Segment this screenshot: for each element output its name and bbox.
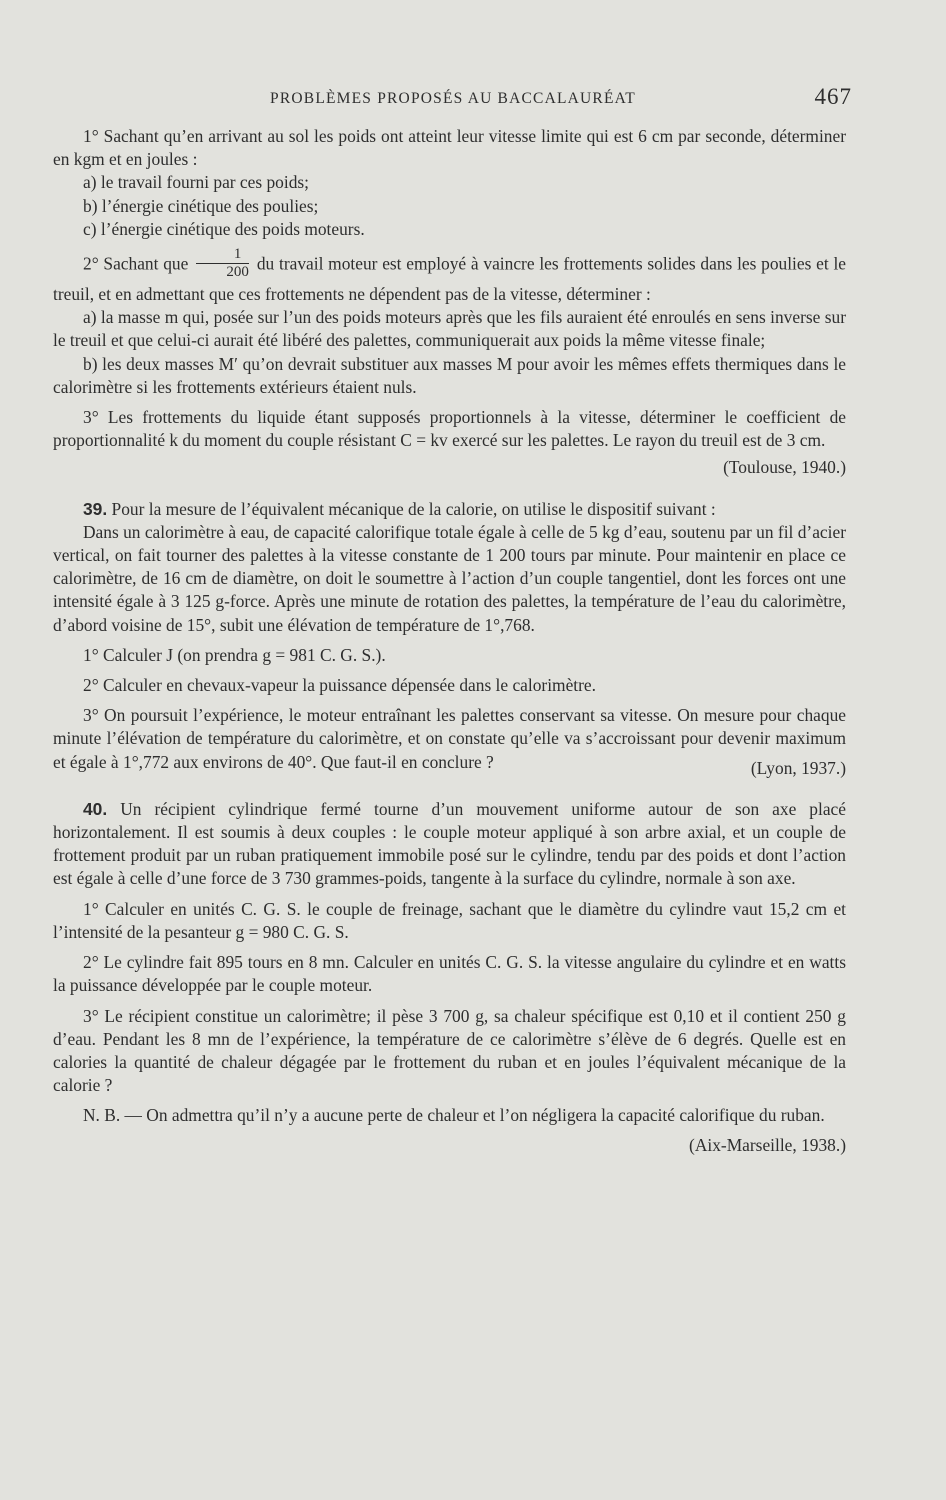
- problem-40-intro-text: Un récipient cylindrique fermé tourne d’un mouvement uniforme autour de son axe placé horizontalement. Il est soumis à deux couples : le couple moteur appliqué à son arbre axial, et un couple de frottement produit par un ruban pratiquement immobile posé sur le cylindre, tendu par des poids et dont l’action est égale à celle d’une force de 3 730 grammes-poids, tangente à la surface du cylindre, normale à son axe.: [53, 798, 846, 889]
- question-2-b: b) les deux masses M′ qu’on devrait substituer aux masses M pour avoir les mêmes effets thermiques dans le calorimètre si les frottements extérieurs étaient nuls.: [53, 353, 846, 397]
- problem-39-q1: 1° Calculer J (on prendra g = 981 C. G. S.).: [83, 644, 386, 665]
- question-2-rest: du travail moteur est employé à vaincre les frottements solides dans les poulies et le treuil, et en admettant que ces frottements ne dépendent pas de la vitesse, déterminer :: [53, 253, 846, 305]
- problem-40-note-text: N. B. — On admettra qu’il n’y a aucune perte de chaleur et l’on négligera la capacité calorifique du ruban.: [83, 1105, 825, 1126]
- problem-40-q1: 1° Calculer en unités C. G. S. le couple de freinage, sachant que le diamètre du cylindre vaut 15,2 cm et l’intensité de la pesanteur g = 980 C. G. S.: [53, 898, 846, 942]
- fraction-numerator: 1: [196, 246, 249, 264]
- question-2-start: 2° Sachant que: [83, 253, 189, 274]
- source-citation: (Toulouse, 1940.): [723, 457, 846, 478]
- problem-40-q2: 2° Le cylindre fait 895 tours en 8 mn. Calculer en unités C. G. S. la vitesse angulaire du cylindre et en watts la puissance développée par le couple moteur.: [53, 952, 846, 996]
- page-number: 467: [814, 84, 852, 109]
- question-1-a: a) le travail fourni par ces poids;: [83, 172, 309, 193]
- problem-number: 39.: [83, 498, 108, 519]
- running-title: PROBLÈMES PROPOSÉS AU BACCALAURÉAT: [270, 90, 636, 107]
- problem-number: 40.: [83, 798, 108, 819]
- fraction: [196, 246, 249, 281]
- fraction-denominator: 200: [226, 264, 249, 281]
- question-3: 3° Les frottements du liquide étant supposés proportionnels à la vitesse, déterminer le coefficient de proportionnalité k du moment du couple résistant C = kv exercé sur les palettes. Le rayon du treuil est de 3 cm.: [53, 407, 846, 451]
- problem-39-intro-text: Pour la mesure de l’équivalent mécanique de la calorie, on utilise le dispositif suivant :: [111, 498, 716, 519]
- question-2-a: a) la masse m qui, posée sur l’un des poids moteurs après que les fils auraient été enroulés en sens inverse sur le treuil et que celui-ci aurait été libéré des palettes, communiquerait aux poids la même vitesse finale;: [53, 307, 846, 351]
- problem-39-q3-text: 3° On poursuit l’expérience, le moteur entraînant les palettes conservant sa vitesse. On mesure pour chaque minute l’élévation de température du calorimètre, et on constate qu’elle va s’accroissant pour devenir maximum et égale à 1°,772 aux environs de 40°. Que faut-il en conclure ?: [53, 705, 846, 772]
- problem-39-q2: 2° Calculer en chevaux-vapeur la puissance dépensée dans le calorimètre.: [83, 675, 596, 696]
- problem-39-body: Dans un calorimètre à eau, de capacité calorifique totale égale à celle de 5 kg d’eau, soutenu par un fil d’acier vertical, on fait tourner des palettes à la vitesse constante de 1 200 tours par minute. Pour maintenir en place ce calorimètre, de 16 cm de diamètre, on doit le soumettre à l’action d’un couple tangentiel, dont les forces ont une intensité égale à 3 125 g-force. Après une minute de rotation des palettes, la température de l’eau du calorimètre, d’abord voisine de 15°, subit une élévation de température de 1°,768.: [53, 521, 846, 635]
- source-citation: (Lyon, 1937.): [750, 757, 846, 778]
- question-1: 1° Sachant qu’en arrivant au sol les poids ont atteint leur vitesse limite qui est 6 cm par seconde, déterminer en kgm et en joules :: [53, 126, 846, 170]
- problem-40-note: [53, 1104, 846, 1155]
- problem-40-q3: 3° Le récipient constitue un calorimètre; il pèse 3 700 g, sa chaleur spécifique est 0,10 et il contient 250 g d’eau. Pendant les 8 mn de l’expérience, la température de ce calorimètre s’élève de 6 degrés. Quelle est en calories la quantité de chaleur dégagée par le frottement du ruban et en joules l’équivalent mécanique de la calorie ?: [53, 1005, 846, 1096]
- question-1-b: b) l’énergie cinétique des poulies;: [83, 195, 319, 216]
- question-2: [53, 248, 846, 306]
- page-header: [56, 84, 850, 114]
- problem-39-q3: [53, 704, 846, 778]
- problem-40-intro: [53, 798, 846, 891]
- problem-39-intro: [53, 498, 846, 521]
- question-1-c: c) l’énergie cinétique des poids moteurs.: [83, 218, 365, 239]
- source-citation: (Aix-Marseille, 1938.): [689, 1134, 846, 1155]
- page-content: [53, 125, 846, 1157]
